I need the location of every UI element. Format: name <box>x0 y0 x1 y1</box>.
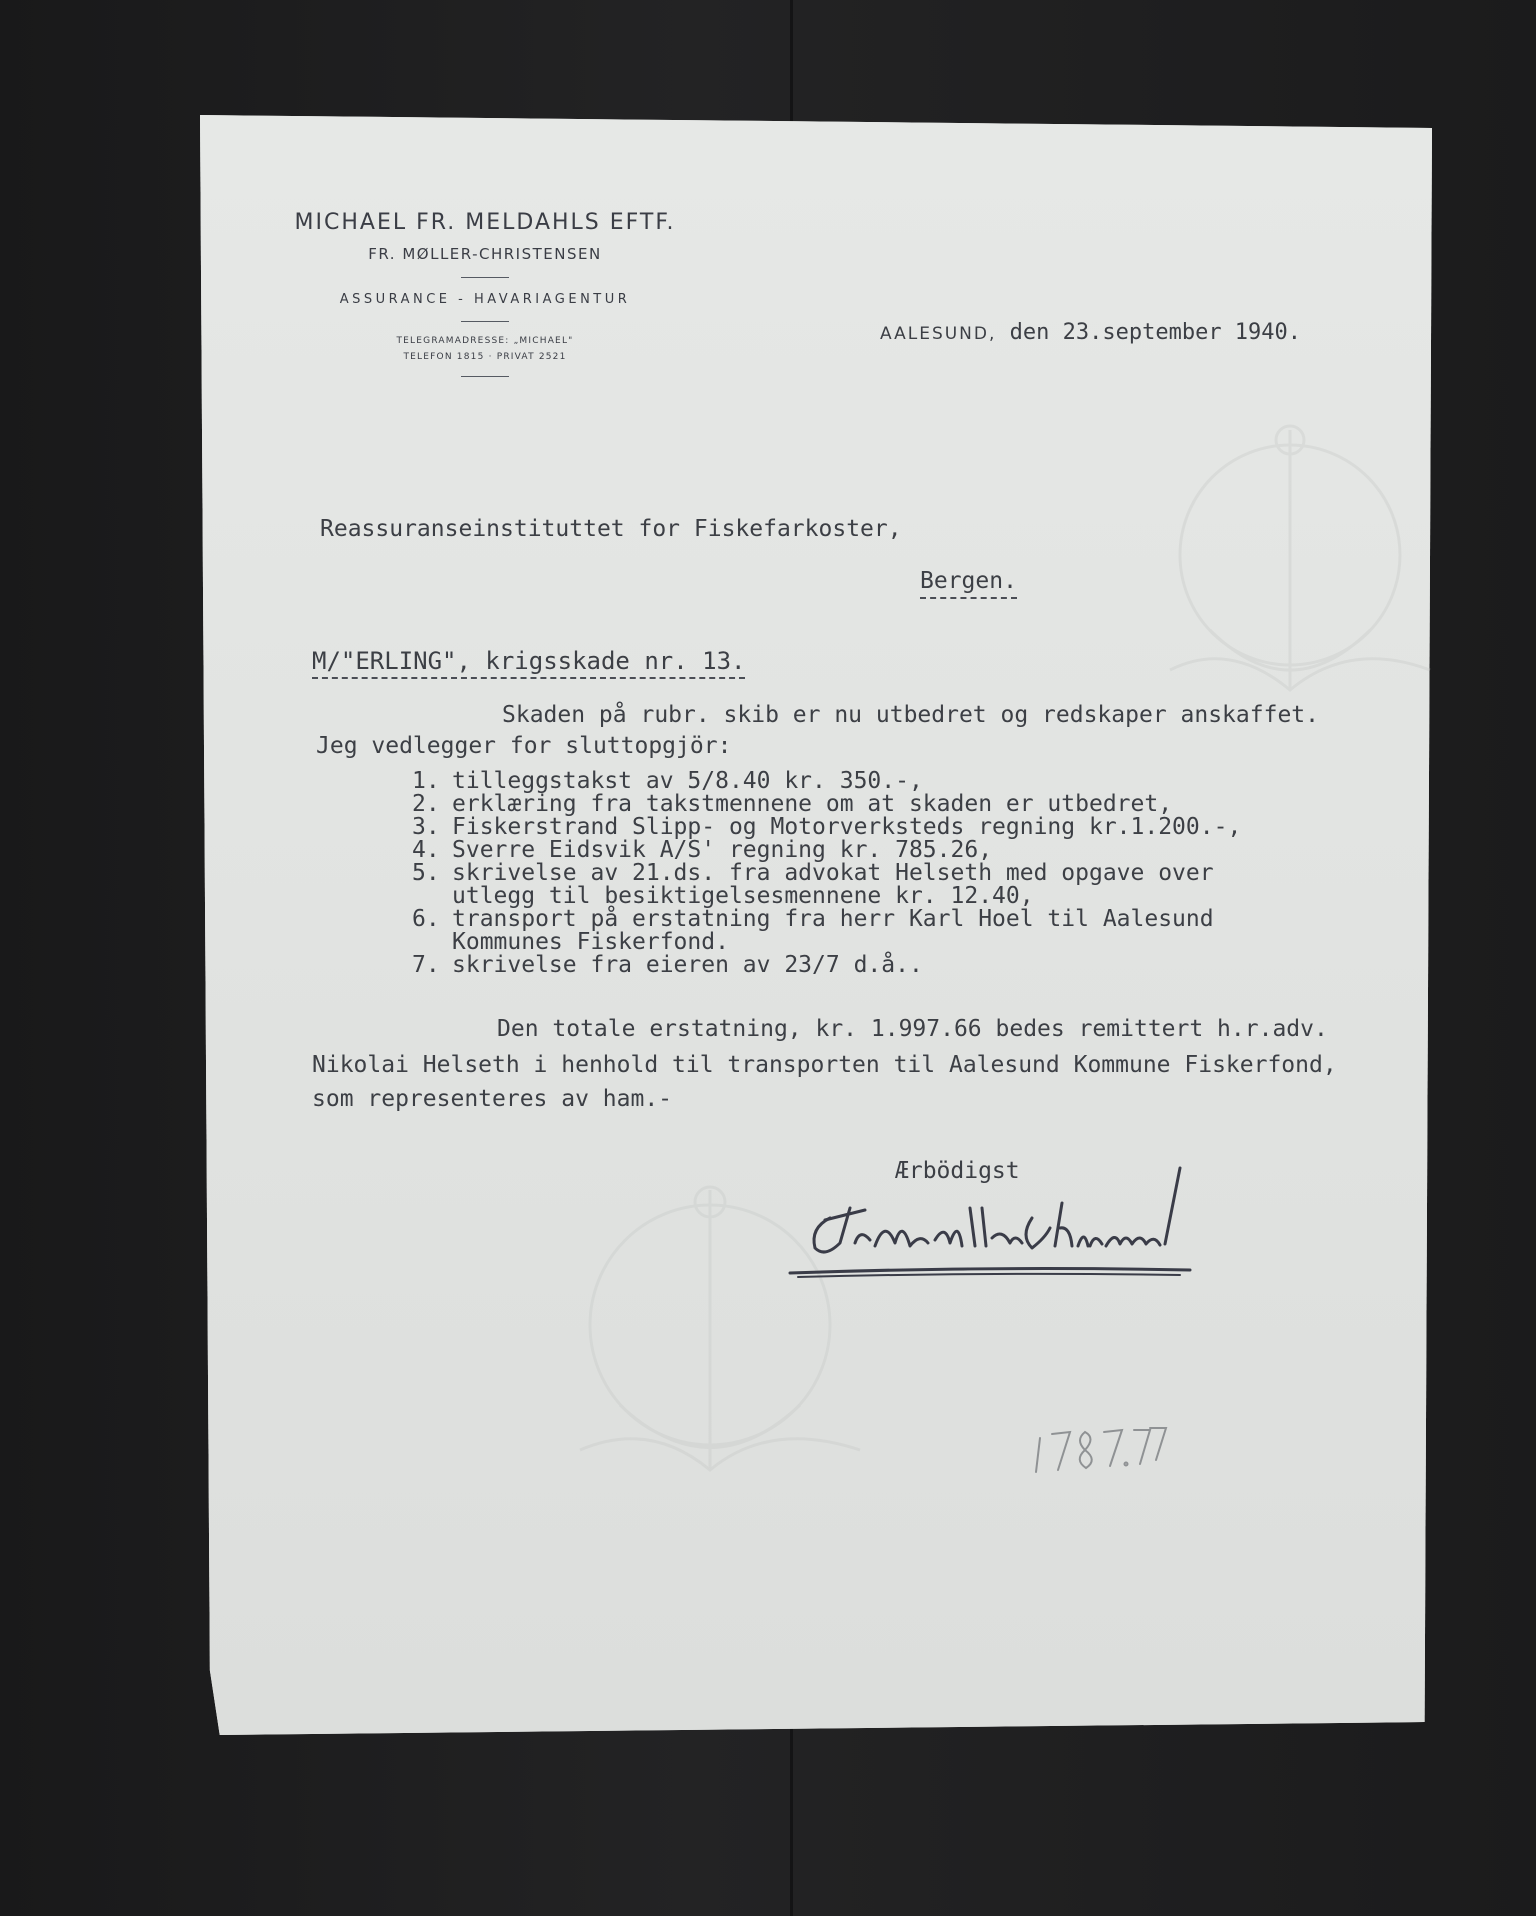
telegram-address: TELEGRAMADRESSE: „MICHAEL" <box>396 336 574 346</box>
letterhead-rule <box>461 277 509 278</box>
list-item <box>412 816 1241 839</box>
item-number: 3. <box>412 814 440 840</box>
item-text: skrivelse fra eieren av 23/7 d.å.. <box>452 952 923 978</box>
letterhead-rule <box>461 321 509 322</box>
firm-trade: ASSURANCE - HAVARIAGENTUR <box>339 292 631 307</box>
handwritten-signature <box>770 1148 1210 1278</box>
item-continuation: Kommunes Fiskerfond. <box>452 929 729 955</box>
item-text: Fiskerstrand Slipp- og Motorverksteds regning kr.1.200.-, <box>452 814 1242 840</box>
dateline <box>880 322 1301 344</box>
item-text: Sverre Eidsvik A/S' regning kr. 785.26, <box>452 837 993 863</box>
subject-line: M/"ERLING", krigsskade nr. 13. <box>312 649 745 679</box>
dateline-date: den 23.september 1940. <box>996 320 1302 345</box>
item-text: tilleggstakst av 5/8.40 kr. 350.-, <box>452 768 923 794</box>
firm-name: MICHAEL FR. MELDAHLS EFTF. <box>294 210 676 235</box>
pencil-notation <box>1030 1420 1170 1480</box>
letterhead <box>260 210 710 391</box>
item-text: erklæring fra takstmennene om at skaden er utbedret, <box>452 791 1173 817</box>
firm-owner: FR. MØLLER-CHRISTENSEN <box>368 245 602 263</box>
enclosure-list <box>412 770 1241 977</box>
closing-salutation: Ærbödigst <box>895 1158 1020 1184</box>
list-item <box>412 839 1241 862</box>
list-item <box>412 770 1241 793</box>
item-continuation: utlegg til besiktigelsesmennene kr. 12.40, <box>452 883 1034 909</box>
item-number: 7. <box>412 952 440 978</box>
list-item <box>412 862 1241 908</box>
list-item <box>412 793 1241 816</box>
body-paragraph-1-line-2: Jeg vedlegger for sluttopgjör: <box>316 733 732 759</box>
item-number: 1. <box>412 768 440 794</box>
item-text: transport på erstatning fra herr Karl Hoel til Aalesund <box>452 906 1214 932</box>
anchor-watermark-upper <box>1150 390 1450 730</box>
item-number: 6. <box>412 906 440 932</box>
item-number: 2. <box>412 791 440 817</box>
addressee-city: Bergen. <box>920 570 1017 599</box>
phone-numbers: TELEFON 1815 · PRIVAT 2521 <box>403 352 567 362</box>
body-paragraph-2-line-1: Den totale erstatning, kr. 1.997.66 bedes remittert h.r.adv. <box>497 1016 1328 1042</box>
item-number: 5. <box>412 860 440 886</box>
body-paragraph-1-line-1: Skaden på rubr. skib er nu utbedret og redskaper anskaffet. <box>502 702 1319 728</box>
letterhead-rule <box>461 376 509 377</box>
item-number: 4. <box>412 837 440 863</box>
item-text: skrivelse av 21.ds. fra advokat Helseth med opgave over <box>452 860 1214 886</box>
dateline-place: AALESUND, <box>880 324 997 344</box>
body-paragraph-2-line-3: som representeres av ham.- <box>312 1086 673 1112</box>
list-item <box>412 954 1241 977</box>
body-paragraph-2-line-2: Nikolai Helseth i henhold til transporten til Aalesund Kommune Fiskerfond, <box>312 1052 1337 1078</box>
addressee-name: Reassuranseinstituttet for Fiskefarkoster, <box>320 516 902 542</box>
list-item <box>412 908 1241 954</box>
